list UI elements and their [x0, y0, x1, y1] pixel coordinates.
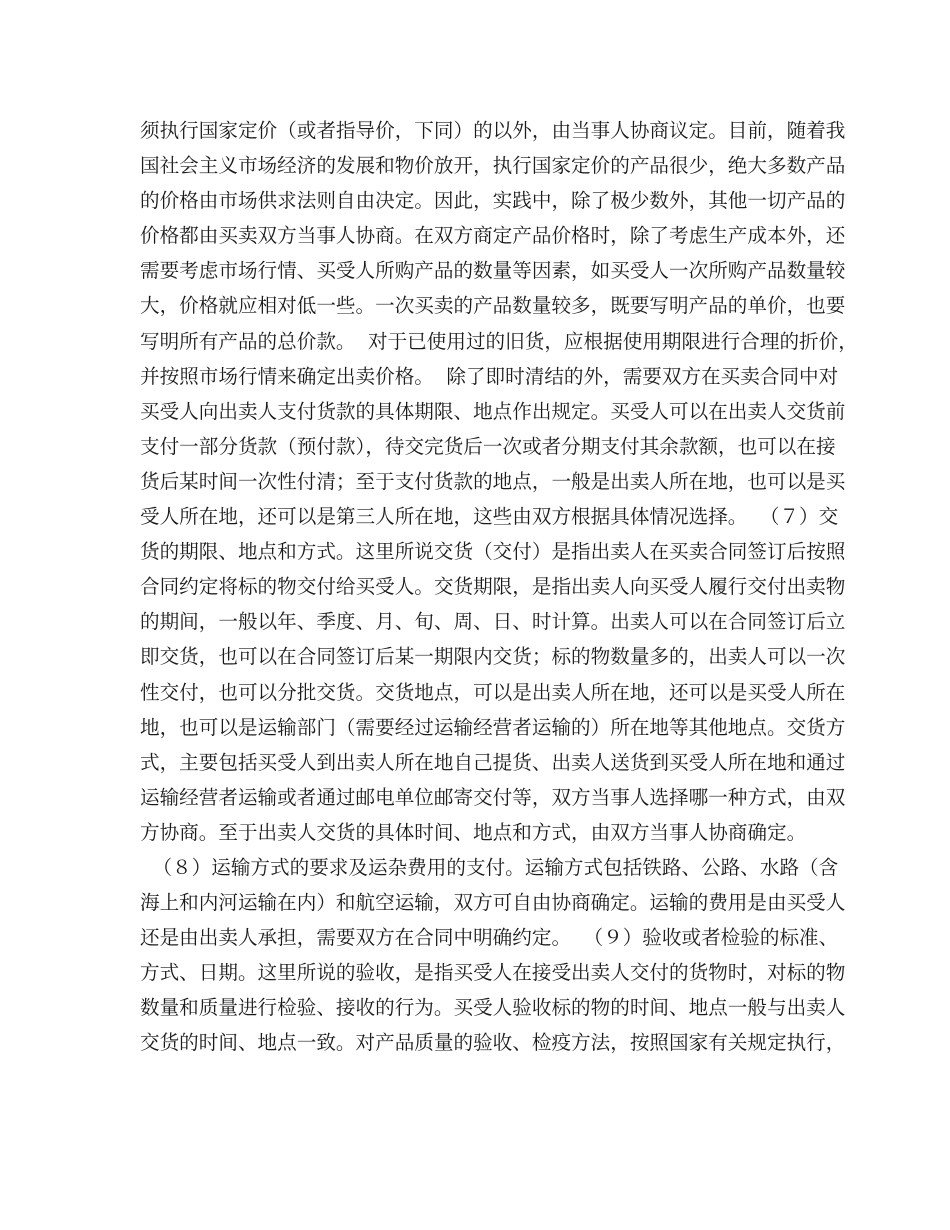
text-line: 交货的时间、地点一致。对产品质量的验收、检疫方法，按照国家有关规定执行，	[140, 1031, 846, 1055]
text-line: 价格都由买卖双方当事人协商。在双方商定产品价格时，除了考虑生产成本外，还	[140, 224, 846, 248]
text-line: 合同约定将标的物交付给买受人。交货期限，是指出卖人向买受人履行交付出卖物	[140, 575, 846, 599]
text-line: 式，主要包括买受人到出卖人所在地自己提货、出卖人送货到买受人所在地和通过	[140, 750, 846, 774]
text-line: 性交付，也可以分批交货。交货地点，可以是出卖人所在地，还可以是买受人所在	[140, 680, 846, 704]
text-line: 地，也可以是运输部门（需要经过运输经营者运输的）所在地等其他地点。交货方	[140, 715, 846, 739]
text-line: 须执行国家定价（或者指导价，下同）的以外，由当事人协商议定。目前，随着我	[140, 119, 846, 142]
text-line: （８）运输方式的要求及运杂费用的支付。运输方式包括铁路、公路、水路（含	[140, 855, 839, 879]
text-line: 方协商。至于出卖人交货的具体时间、地点和方式，由双方当事人协商确定。	[140, 820, 807, 844]
text-line: 大，价格就应相对低一些。一次买卖的产品数量较多，既要写明产品的单价，也要	[140, 294, 846, 318]
text-line: 国社会主义市场经济的发展和物价放开，执行国家定价的产品很少，绝大多数产品	[140, 154, 846, 178]
text-line: 的价格由市场供求法则自由决定。因此，实践中，除了极少数外，其他一切产品的	[140, 189, 846, 213]
text-line: 海上和内河运输在内）和航空运输，双方可自由协商确定。运输的费用是由买受人	[140, 891, 846, 915]
text-line: 支付一部分货款（预付款），待交完货后一次或者分期支付其余款额，也可以在接	[140, 434, 836, 458]
text-line: 买受人向出卖人支付货款的具体期限、地点作出规定。买受人可以在出卖人交货前	[140, 399, 846, 423]
text-line: 受人所在地，还可以是第三人所在地，这些由双方根据具体情况选择。 （７）交	[140, 505, 839, 529]
text-line: 方式、日期。这里所说的验收，是指买受人在接受出卖人交付的货物时，对标的物	[140, 961, 846, 985]
text-line: 还是由出卖人承担，需要双方在合同中明确约定。 （９）验收或者检验的标准、	[140, 926, 839, 950]
text-line: 货的期限、地点和方式。这里所说交货（交付）是指出卖人在买卖合同签订后按照	[140, 540, 846, 564]
text-line: 需要考虑市场行情、买受人所购产品的数量等因素，如买受人一次所购产品数量较	[140, 259, 846, 283]
text-line: 运输经营者运输或者通过邮电单位邮寄交付等，双方当事人选择哪一种方式，由双	[140, 785, 846, 809]
body-text	[140, 113, 858, 1061]
text-line: 货后某时间一次性付清；至于支付货款的地点，一般是出卖人所在地，也可以是买	[140, 469, 846, 493]
text-line: 的期间，一般以年、季度、月、旬、周、日、时计算。出卖人可以在合同签订后立	[140, 610, 846, 634]
text-line: 写明所有产品的总价款。 对于已使用过的旧货，应根据使用期限进行合理的折价，	[140, 329, 858, 353]
text-line: 数量和质量进行检验、接收的行为。买受人验收标的物的时间、地点一般与出卖人	[140, 996, 846, 1020]
text-line: 并按照市场行情来确定出卖价格。 除了即时清结的外，需要双方在买卖合同中对	[140, 364, 839, 388]
text-line: 即交货，也可以在合同签订后某一期限内交货；标的物数量多的，出卖人可以一次	[140, 645, 846, 669]
